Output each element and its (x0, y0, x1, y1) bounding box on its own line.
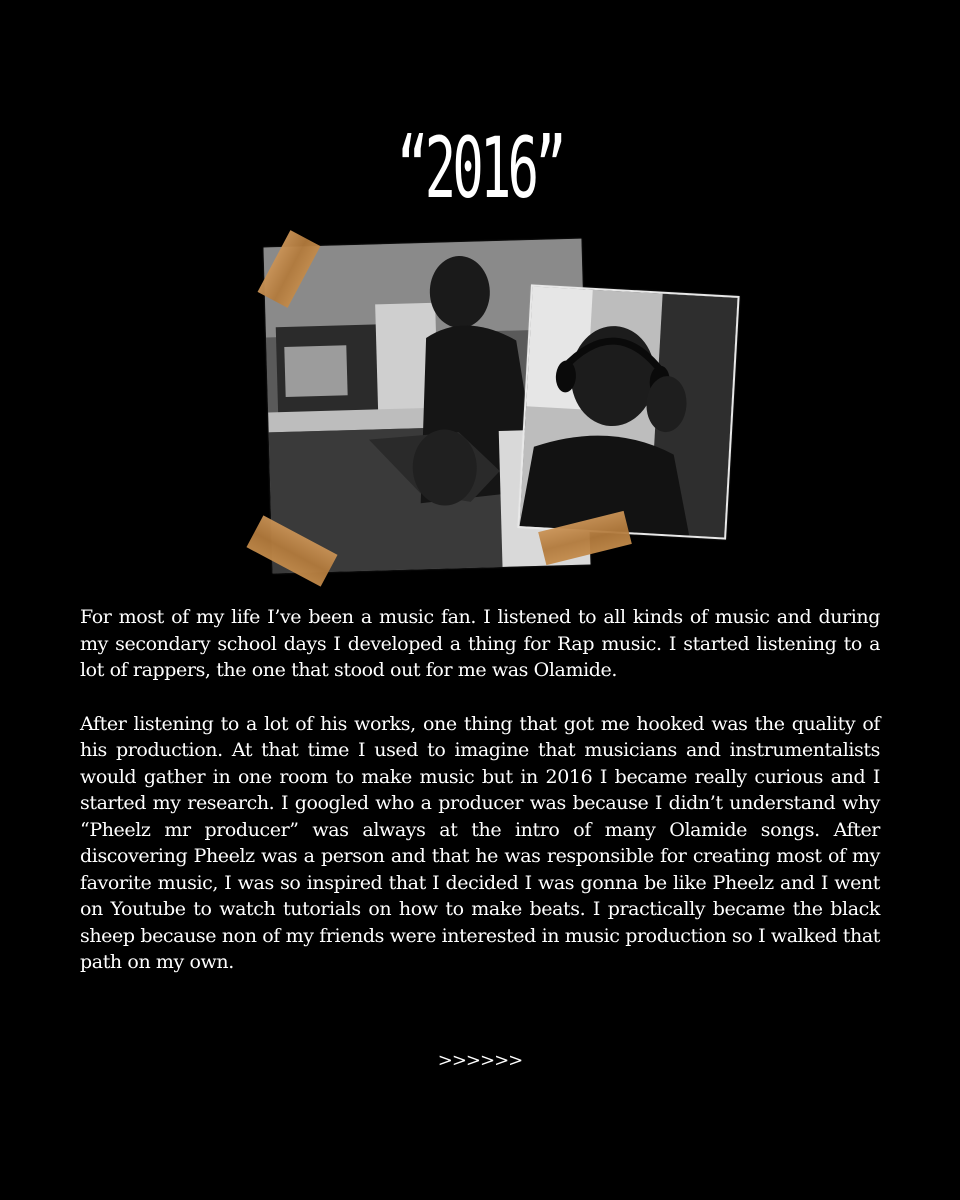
photo-man-with-headphones-saluting-icon (517, 284, 739, 539)
paragraph-1: For most of my life I’ve been a music fan. I listened to all kinds of music and during my secondary school days I developed a thing for Rap music. I started listening to a lot of rappers, the one that stood out for me was Olamide. (80, 606, 880, 681)
next-arrows: >>>>>> (437, 1050, 523, 1071)
page-title: “2016” (397, 119, 563, 217)
story-text (80, 604, 880, 1003)
paragraph-2: After listening to a lot of his works, one thing that got me hooked was the quality of his production. At that time I used to imagine that musicians and instrumentalists would gather in one room to make music but in 2016 I became really curious and I started my research. I googled who a producer was because I didn’t understand why “Pheelz mr producer” was always at the intro of many Olamide songs. After discovering Pheelz was a person and that he was responsible for creating most of my favorite music, I was so inspired that I decided I was gonna be like Pheelz and I went on Youtube to watch tutorials on how to make beats. I practically became the black sheep because non of my friends were interested in music production so I walked that path on my own. (80, 712, 880, 973)
